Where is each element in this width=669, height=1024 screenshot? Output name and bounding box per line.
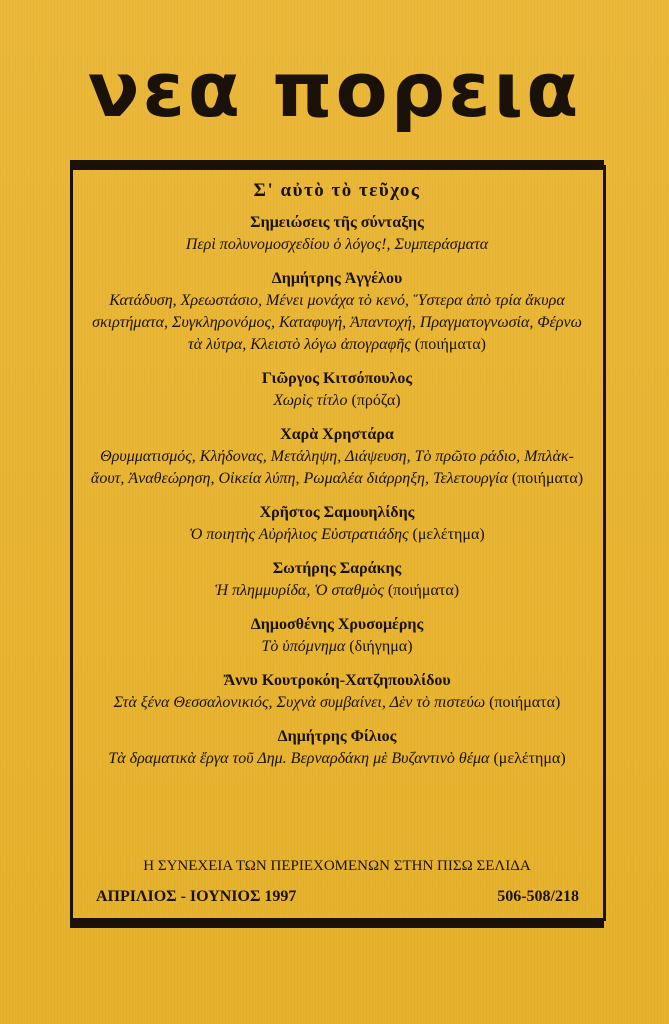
entry-genre: (ποιήματα) [511,470,584,487]
toc-entry [90,670,584,714]
entry-author: Δημοσθένης Χρυσομέρης [250,616,424,633]
issue-number: 506-508/218 [497,888,579,905]
entry-works [90,390,584,412]
entry-titles: Χωρὶς τίτλο [273,392,348,409]
toc-entry [90,558,584,602]
toc-entry [90,502,584,546]
entry-genre: (ποιήματα) [489,694,561,711]
entry-genre: (πρόζα) [351,392,401,409]
entry-works [90,636,584,658]
entry-titles: Στὰ ξένα Θεσσαλονικιός, Συχνὰ συμβαίνει, Δὲν τὸ πιστεύω [113,694,486,711]
entry-works [90,580,584,602]
entry-works [90,748,584,770]
entry-titles: Ἡ πλημμυρίδα, Ὁ σταθμὸς [214,582,384,599]
entry-titles: Ὁ ποιητὴς Αὐρήλιος Εὐστρατιάδης [189,526,409,543]
entry-works [90,446,584,490]
entry-titles: Τὸ ὑπόμνημα [261,638,346,655]
entry-titles: Τὰ δραματικὰ ἔργα τοῦ Δημ. Βερναρδάκη μὲ Βυζαντινὸ θέμα [108,750,490,767]
entry-genre: (διήγημα) [349,638,413,655]
toc-entry [90,368,584,412]
entry-author: Ἄννυ Κουτροκόη-Χατζηπουλίδου [223,672,451,689]
entry-works [90,290,584,356]
toc-entry [90,268,584,356]
bottom-rule [70,918,604,928]
entry-genre: (ποιήματα) [387,582,460,599]
entry-author: Χαρὰ Χρηστάρα [280,426,394,443]
toc-entry [90,726,584,770]
entry-author: Σωτήρης Σαράκης [272,560,402,577]
entry-author: Χρῆστος Σαμουηλίδης [259,504,415,521]
toc-entry [90,212,584,256]
entry-titles: Κατάδυση, Χρεωστάσιο, Μένει μονάχα τὸ κενό, Ὕστερα ἀπὸ τρία ἄκυρα σκιρτήματα, Συγκληρονόμος, Καταφυγή, Ἀπαντοχή, Πραγματογνωσία, Φέρνω τὰ λύτρα, Κλειστὸ λόγω ἀπογραφῆς [92,292,582,353]
continued-note: Η ΣΥΝΕΧΕΙΑ ΤΩΝ ΠΕΡΙΕΧΟΜΕΝΩΝ ΣΤΗΝ ΠΙΣΩ ΣΕΛΙΔΑ [143,858,531,874]
table-of-contents [90,176,584,782]
entry-genre: (μελέτημα) [493,750,566,767]
entry-titles: Θρυμματισμός, Κλήδονας, Μετάληψη, Διάψευση, Τὸ πρῶτο ράδιο, Μπλὰκ-ἄουτ, Ἀναθεώρηση, Οἰκεία λύπη, Ρωμαλέα διάρρηξη, Τελετουργία [90,448,574,487]
entry-works [90,524,584,546]
entry-works [90,234,584,256]
entry-author: Σημειώσεις τῆς σύνταξης [250,214,424,231]
entry-titles: Περὶ πολυνομοσχεδίου ὁ λόγος!, Συμπεράσματα [185,236,489,253]
entry-works [90,692,584,714]
issue-date: ΑΠΡΙΛΙΟΣ - ΙΟΥΝΙΟΣ 1997 [96,888,297,905]
entry-genre: (ποιήματα) [414,336,486,353]
magazine-title: νεα πορεια [87,45,582,134]
entry-author: Γιῶργος Κιτσόπουλος [261,370,413,387]
entry-genre: (μελέτημα) [412,526,485,543]
entry-author: Δημήτρης Ἀγγέλου [271,270,403,287]
toc-entry [90,614,584,658]
toc-entry [90,424,584,490]
toc-heading: Σ' αὐτὸ τὸ τεῦχος [253,180,421,201]
entry-author: Δημήτρης Φίλιος [277,728,397,745]
